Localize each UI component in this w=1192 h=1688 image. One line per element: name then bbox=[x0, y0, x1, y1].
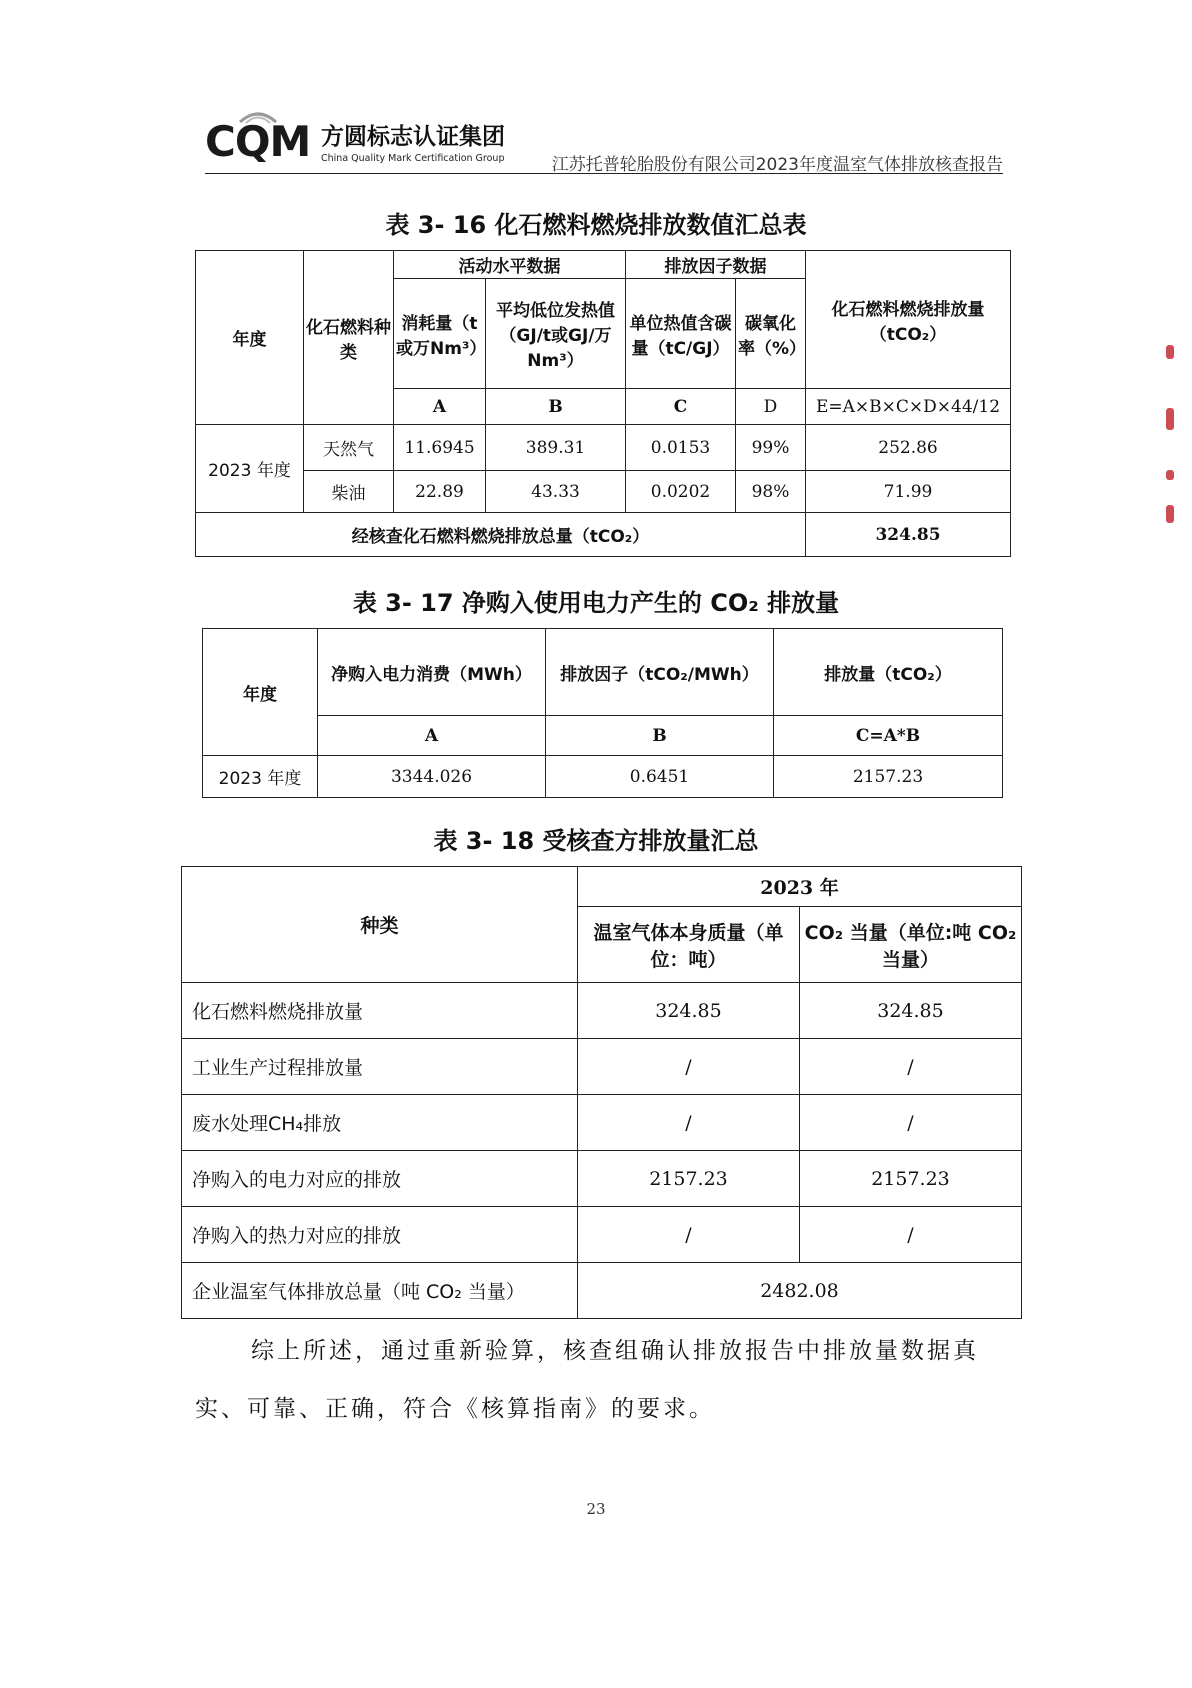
year-cell: 2023 年度 bbox=[203, 756, 318, 798]
table-row bbox=[182, 1095, 1022, 1151]
table-row bbox=[182, 1039, 1022, 1095]
co2e-cell: 324.85 bbox=[800, 983, 1022, 1039]
ncv-cell: 389.31 bbox=[486, 425, 626, 471]
co2e-cell: / bbox=[800, 1095, 1022, 1151]
factor-cell: 0.6451 bbox=[546, 756, 774, 798]
mass-cell: / bbox=[578, 1039, 800, 1095]
header-emission: 排放量（tCO₂） bbox=[774, 629, 1003, 716]
consumption-cell: 3344.026 bbox=[318, 756, 546, 798]
header-fuel-type: 化石燃料种类 bbox=[304, 251, 394, 425]
header-factor: 排放因子（tCO₂/MWh） bbox=[546, 629, 774, 716]
mass-cell: / bbox=[578, 1095, 800, 1151]
header-emission: 化石燃料燃烧排放量（tCO₂） bbox=[806, 251, 1011, 389]
co2e-cell: / bbox=[800, 1207, 1022, 1263]
code-c: C=A*B bbox=[774, 716, 1003, 756]
code-b: B bbox=[486, 389, 626, 425]
table-row bbox=[196, 425, 1011, 471]
type-cell: 工业生产过程排放量 bbox=[182, 1039, 578, 1095]
seal-edge-mark bbox=[1166, 505, 1174, 523]
conclusion-paragraph: 综上所述，通过重新验算，核查组确认排放报告中排放量数据真实、可靠、正确，符合《核算指南》的要求。 bbox=[195, 1338, 979, 1422]
header-type: 种类 bbox=[182, 867, 578, 983]
seal-edge-mark bbox=[1166, 470, 1174, 480]
table-316-caption: 表 3- 16 化石燃料燃烧排放数值汇总表 bbox=[385, 211, 807, 239]
seal-edge-mark bbox=[1166, 408, 1174, 430]
seal-edge-mark bbox=[1166, 345, 1174, 359]
mass-cell: 324.85 bbox=[578, 983, 800, 1039]
oxidation-cell: 99% bbox=[736, 425, 806, 471]
total-value: 2482.08 bbox=[578, 1263, 1022, 1319]
header-ncv: 平均低位发热值（GJ/t或GJ/万Nm³） bbox=[486, 279, 626, 389]
total-label: 企业温室气体排放总量（吨 CO₂ 当量） bbox=[182, 1263, 578, 1319]
header-carbon-content: 单位热值含碳量（tC/GJ） bbox=[626, 279, 736, 389]
carbon-cell: 0.0153 bbox=[626, 425, 736, 471]
total-label: 经核查化石燃料燃烧排放总量（tCO₂） bbox=[196, 513, 806, 557]
header-co2e: CO₂ 当量（单位:吨 CO₂ 当量） bbox=[800, 907, 1022, 983]
header-mass: 温室气体本身质量（单位：吨） bbox=[578, 907, 800, 983]
type-cell: 净购入的热力对应的排放 bbox=[182, 1207, 578, 1263]
oxidation-cell: 98% bbox=[736, 471, 806, 513]
table-318-caption: 表 3- 18 受核查方排放量汇总 bbox=[433, 827, 759, 855]
table-row bbox=[203, 756, 1003, 798]
header-activity-data: 活动水平数据 bbox=[394, 251, 626, 279]
header-consumption: 消耗量（t或万Nm³） bbox=[394, 279, 486, 389]
total-value: 324.85 bbox=[806, 513, 1011, 557]
header-year: 年度 bbox=[196, 251, 304, 425]
emission-cell: 252.86 bbox=[806, 425, 1011, 471]
electricity-emission-table bbox=[202, 628, 1003, 798]
code-b: B bbox=[546, 716, 774, 756]
fossil-fuel-emission-table bbox=[195, 250, 1011, 557]
table-row bbox=[196, 471, 1011, 513]
header-year: 年度 bbox=[203, 629, 318, 756]
code-a: A bbox=[318, 716, 546, 756]
logo-english-name: China Quality Mark Certification Group bbox=[321, 153, 505, 164]
header-oxidation-rate: 碳氧化率（%） bbox=[736, 279, 806, 389]
year-cell: 2023 年度 bbox=[196, 425, 304, 513]
header-consumption: 净购入电力消费（MWh） bbox=[318, 629, 546, 716]
carbon-cell: 0.0202 bbox=[626, 471, 736, 513]
table-row bbox=[182, 1151, 1022, 1207]
code-e: E=A×B×C×D×44/12 bbox=[806, 389, 1011, 425]
emission-cell: 71.99 bbox=[806, 471, 1011, 513]
total-row bbox=[182, 1263, 1022, 1319]
logo-chinese-name: 方圆标志认证集团 bbox=[321, 124, 505, 150]
table-row bbox=[182, 983, 1022, 1039]
type-cell: 化石燃料燃烧排放量 bbox=[182, 983, 578, 1039]
table-row bbox=[182, 1207, 1022, 1263]
type-cell: 废水处理CH₄排放 bbox=[182, 1095, 578, 1151]
type-cell: 净购入的电力对应的排放 bbox=[182, 1151, 578, 1207]
code-a: A bbox=[394, 389, 486, 425]
co2e-cell: / bbox=[800, 1039, 1022, 1095]
header-emission-factor: 排放因子数据 bbox=[626, 251, 806, 279]
consumption-cell: 11.6945 bbox=[394, 425, 486, 471]
page-header bbox=[205, 104, 1003, 174]
fuel-cell: 柴油 bbox=[304, 471, 394, 513]
consumption-cell: 22.89 bbox=[394, 471, 486, 513]
fuel-cell: 天然气 bbox=[304, 425, 394, 471]
mass-cell: / bbox=[578, 1207, 800, 1263]
mass-cell: 2157.23 bbox=[578, 1151, 800, 1207]
emission-summary-table bbox=[181, 866, 1022, 1319]
header-year: 2023 年 bbox=[578, 867, 1022, 907]
emission-cell: 2157.23 bbox=[774, 756, 1003, 798]
total-row bbox=[196, 513, 1011, 557]
page-number: 23 bbox=[586, 1500, 606, 1518]
header-rule bbox=[205, 173, 1003, 174]
ncv-cell: 43.33 bbox=[486, 471, 626, 513]
code-d: D bbox=[736, 389, 806, 425]
co2e-cell: 2157.23 bbox=[800, 1151, 1022, 1207]
table-317-caption: 表 3- 17 净购入使用电力产生的 CO₂ 排放量 bbox=[352, 589, 840, 617]
document-title: 江苏托普轮胎股份有限公司2023年度温室气体排放核查报告 bbox=[551, 155, 1003, 175]
code-c: C bbox=[626, 389, 736, 425]
logo-mark: CQM bbox=[205, 117, 311, 166]
